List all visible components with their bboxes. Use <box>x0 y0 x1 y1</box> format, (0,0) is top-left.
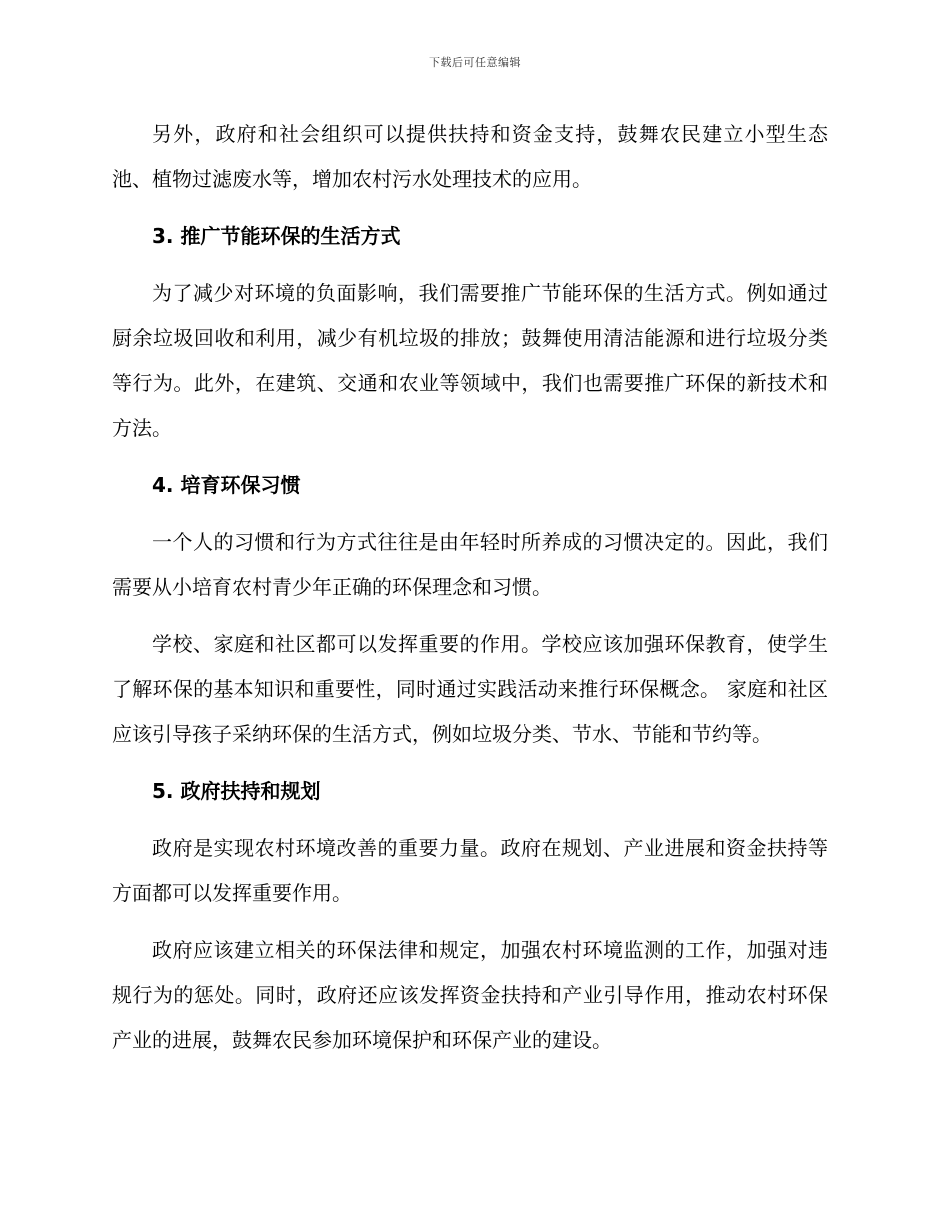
page-header: 下载后可任意编辑 <box>429 56 521 69</box>
section-heading: 3. 推广节能环保的生活方式 <box>152 224 401 248</box>
section-heading: 4. 培育环保习惯 <box>152 473 301 497</box>
paragraph: 学校、家庭和社区都可以发挥重要的作用。学校应该加强环保教育，使学生了解环保的基本知识和重要性，同时通过实践活动来推行环保概念。 家庭和社区应该引导孩子采纳环保的生活方式，例如垃圾分类、节水、节能和节约等。 <box>112 632 828 746</box>
document-body <box>112 112 828 1075</box>
paragraph: 另外，政府和社会组织可以提供扶持和资金支持，鼓舞农民建立小型生态池、植物过滤废水等，增加农村污水处理技术的应用。 <box>112 122 828 191</box>
paragraph: 为了减少对环境的负面影响，我们需要推广节能环保的生活方式。例如通过厨余垃圾回收和利用，减少有机垃圾的排放；鼓舞使用清洁能源和进行垃圾分类等行为。此外，在建筑、交通和农业等领域中，我们也需要推广环保的新技术和方法。 <box>112 281 828 440</box>
paragraph: 政府是实现农村环境改善的重要力量。政府在规划、产业进展和资金扶持等方面都可以发挥重要作用。 <box>112 836 828 905</box>
paragraph: 政府应该建立相关的环保法律和规定，加强农村环境监测的工作，加强对违规行为的惩处。同时，政府还应该发挥资金扶持和产业引导作用，推动农村环保产业的进展，鼓舞农民参加环境保护和环保产业的建设。 <box>112 938 828 1052</box>
section-heading: 5. 政府扶持和规划 <box>152 779 321 803</box>
paragraph: 一个人的习惯和行为方式往往是由年轻时所养成的习惯决定的。因此，我们需要从小培育农村青少年正确的环保理念和习惯。 <box>112 530 828 599</box>
